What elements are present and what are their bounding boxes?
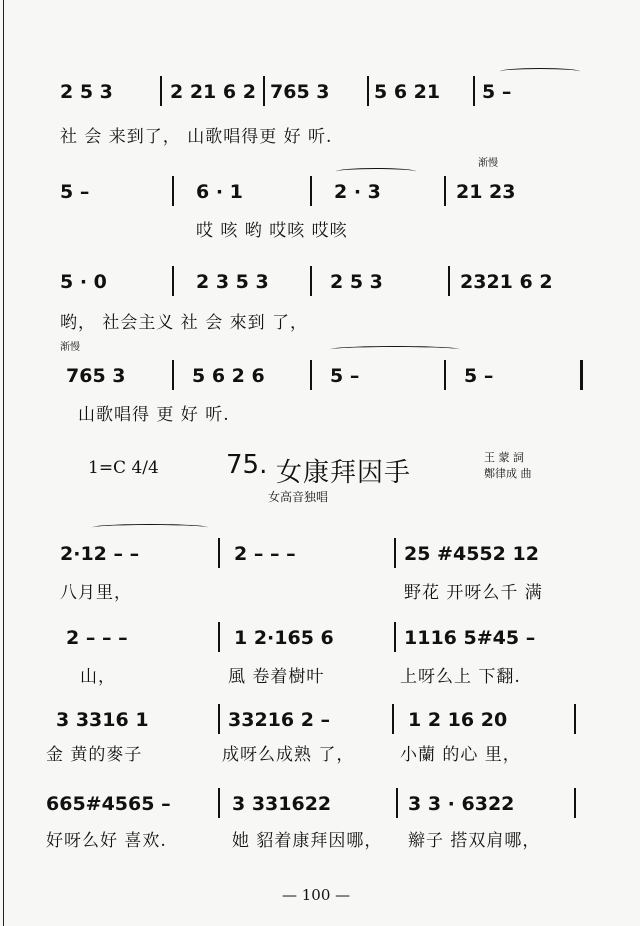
barline [218,622,220,652]
barline [172,266,174,296]
notation-measure: 2 – – – [234,543,296,565]
notation-measure: 2 21 6 2 [170,81,256,103]
notation-measure: 5 · 0 [60,271,107,293]
notation-measure: 6 · 1 [196,181,243,203]
lyric-line: 野花 开呀么千 满 [404,583,543,603]
barline [367,76,369,106]
final-barline [580,360,583,390]
notation-measure: 21 23 [456,181,516,203]
composer-credit: 鄭律成 曲 [484,467,532,480]
notation-row [0,352,640,400]
notation-measure: 5 – [330,365,360,387]
barline [396,788,398,818]
barline [172,360,174,390]
barline [473,76,475,106]
notation-measure: 5 6 21 [374,81,441,103]
notation-measure: 3 331622 [232,793,332,815]
notation-measure: 5 – [60,181,90,203]
notation-measure: 2 5 3 [330,271,383,293]
lyric-line: 辮子 搭双肩哪， [408,831,541,851]
notation-measure: 5 6 2 6 [192,365,265,387]
barline [574,704,576,734]
tempo-marking: 渐慢 [60,342,80,353]
lyric-line: 成呀么成熟 了， [222,745,355,765]
song-credits [484,450,532,482]
barline [394,538,396,568]
notation-measure: 765 3 [270,81,330,103]
lyric-line: 風 卷着樹叶 [228,667,325,687]
barline [392,704,394,734]
notation-row [0,168,640,216]
notation-measure: 2 3 5 3 [196,271,269,293]
barline [172,176,174,206]
song-number: 75. [226,450,268,480]
performer-note: 女高音独唱 [268,490,329,504]
barline [263,76,265,106]
notation-measure: 765 3 [66,365,126,387]
barline [160,76,162,106]
lyric-line: 哎 咳 哟 哎咳 哎咳 [196,221,348,241]
notation-measure: 5 – [482,81,512,103]
key-signature: 1=C 4/4 [88,458,159,478]
notation-measure: 2 – – – [66,627,128,649]
slur-mark [336,168,416,175]
page-number: — 100 — [282,886,351,904]
barline [444,176,446,206]
notation-measure: 25 #4552 12 [404,543,539,565]
notation-measure: 3 3316 1 [56,709,149,731]
barline [448,266,450,296]
barline [574,788,576,818]
notation-measure: 665#4565 – [46,793,171,815]
lyric-line: 哟， 社会主义 社 会 來到 了， [60,313,309,333]
notation-measure: 1 2·165 6 [234,627,334,649]
notation-measure: 2321 6 2 [460,271,553,293]
notation-row [0,530,640,578]
lyric-line: 她 貂着康拜因哪， [232,831,383,851]
notation-row [0,68,640,116]
notation-measure: 33216 2 – [228,709,331,731]
lyric-line: 小蘭 的心 里， [400,745,521,765]
notation-row [0,696,640,744]
barline [218,788,220,818]
notation-row [0,258,640,306]
notation-measure: 2 · 3 [334,181,381,203]
barline [310,360,312,390]
notation-measure: 2·12 – – [60,543,140,565]
notation-measure: 2 5 3 [60,81,113,103]
barline [218,538,220,568]
notation-row [0,780,640,828]
notation-measure: 3 3 · 6322 [408,793,515,815]
lyric-line: 山， [80,667,116,687]
barline [444,360,446,390]
barline [394,622,396,652]
slur-mark [330,346,460,353]
notation-measure: 1116 5#45 – [404,627,536,649]
barline [310,176,312,206]
slur-mark [92,524,208,531]
lyric-line: 山歌唱得 更 好 听. [78,405,230,425]
lyric-line: 上呀么上 下翻. [400,667,521,687]
slur-mark [500,68,580,75]
song-title: 女康拜因手 [276,458,412,488]
notation-row [0,614,640,662]
barline [310,266,312,296]
notation-measure: 1 2 16 20 [408,709,508,731]
lyric-line: 社 会 来到了， 山歌唱得更 好 听. [60,127,333,147]
notation-measure: 5 – [464,365,494,387]
lyric-line: 好呀么好 喜欢. [46,831,167,851]
tempo-marking: 渐慢 [478,158,498,169]
barline [218,704,220,734]
lyric-line: 八月里， [60,583,132,603]
lyricist-credit: 王 蒙 詞 [484,451,524,464]
lyric-line: 金 黄的麥子 [46,745,143,765]
